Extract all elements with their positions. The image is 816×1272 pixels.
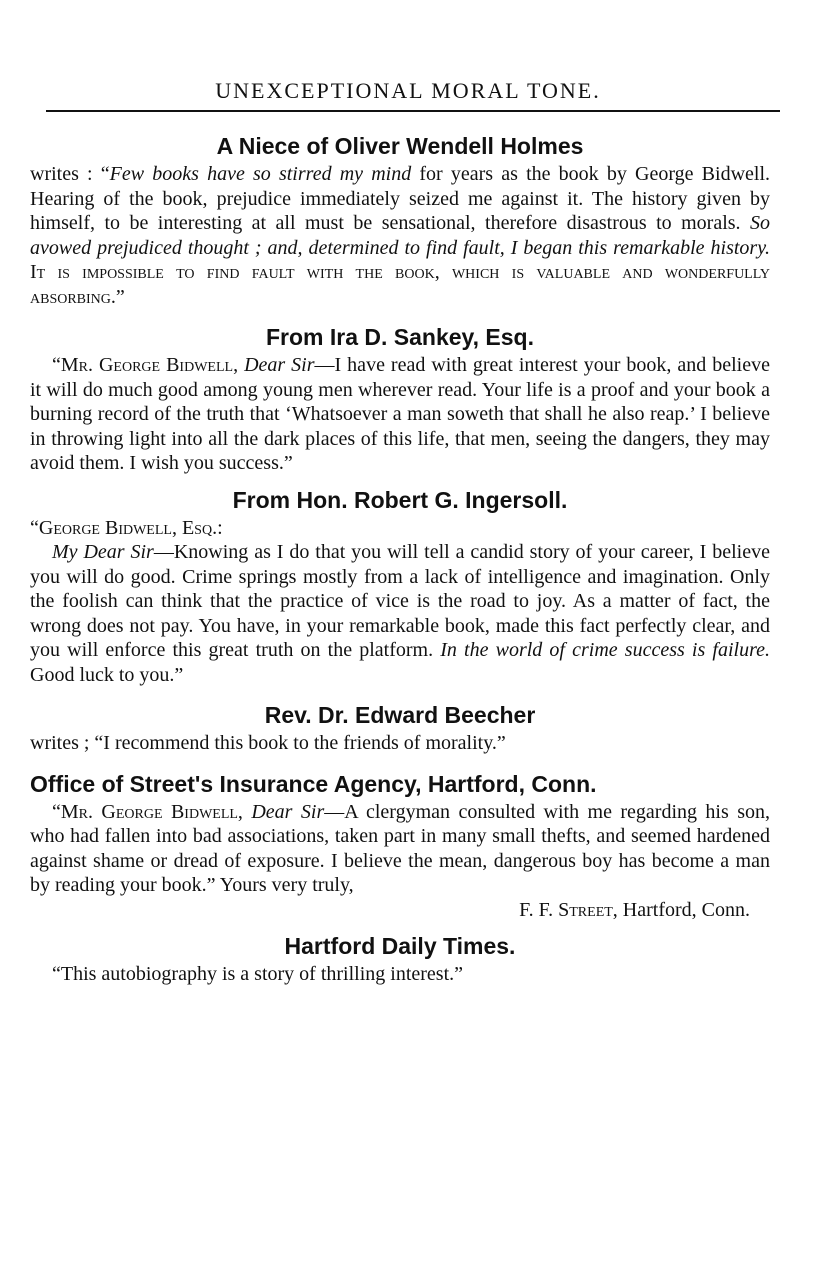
testimonial-street	[30, 768, 770, 922]
testimonial-body-beecher: writes ; “I recommend this book to the friends of morality.”	[30, 732, 506, 754]
testimonial-body-holmes-niece	[30, 162, 770, 309]
testimonial-sankey	[30, 321, 770, 476]
heading-hartford-times: Hartford Daily Times.	[284, 932, 516, 959]
body-text: —Knowing as I do that you will tell a candid story of your career, I believe you will do good. Crime springs mostly from a lack of intelligence and imagination. Only the foolish can think that the practice of vice is the road to joy. As a matter of fact, the wrong does not pay. You have, in your remarkable book, made this fact perfectly clear, and you will enforce this great truth on the platform.	[30, 541, 770, 661]
addressee: “George Bidwell, Esq.:	[30, 516, 223, 539]
signature	[30, 898, 770, 922]
testimonial-holmes-niece	[30, 130, 770, 309]
addressee: “Mr. George Bidwell,	[52, 354, 245, 376]
salutation: Dear Sir	[244, 354, 315, 376]
smallcaps-phrase: It is impossible to find fault with the book, which is valuable and wonderfully absorbing.”	[30, 261, 770, 308]
heading-holmes-niece: A Niece of Oliver Wendell Holmes	[216, 133, 584, 159]
body-text: for years as the book by George Bidwell. Hearing of the book, prejudice immediately seized me against it. The history given by himself, to be interesting at all must be sensational, therefore disastrous to morals.	[30, 163, 771, 234]
testimonial-body-ingersoll	[30, 540, 770, 687]
testimonial-ingersoll	[30, 484, 770, 688]
heading-ingersoll: From Hon. Robert G. Ingersoll.	[232, 486, 568, 513]
heading-street: Office of Street's Insurance Agency, Hartford, Conn.	[30, 770, 597, 797]
italic-phrase: So avowed prejudiced thought ; and, determined to find fault, I began this remarkable history.	[30, 212, 770, 259]
testimonial-hartford-times	[30, 930, 770, 987]
testimonial-body-hartford-times: “This autobiography is a story of thrilling interest.”	[52, 962, 464, 985]
testimonial-body-sankey	[30, 353, 770, 476]
body-text: —I have read with great interest your book, and believe it will do much good among young men wherever read. Your life is a proof and your book a burning record of the truth that ‘Whatsoever a man soweth that shall he also reap.’ I believe in throwing light into all the dark places of this life, that men, seeing the dangers, they may avoid them. I wish you success.”	[30, 354, 770, 474]
body-text: —A clergyman consulted with me regarding his son, who had fallen into bad associations, taken part in many small thefts, and seemed hardened against shame or dread of exposure. I believe the mean, dangerous boy has become a man by reading your book.” Yours very truly,	[30, 800, 770, 896]
running-head: UNEXCEPTIONAL MORAL TONE.	[215, 78, 601, 103]
heading-beecher: Rev. Dr. Edward Beecher	[264, 702, 536, 728]
signature-place: , Hartford, Conn.	[612, 898, 750, 921]
italic-phrase: In the world of crime success is failure.	[440, 639, 770, 661]
salutation: My Dear Sir	[52, 541, 154, 563]
page-content	[30, 130, 770, 986]
salutation: Dear Sir	[251, 800, 325, 823]
italic-phrase: Few books have so stirred my mind	[109, 163, 412, 185]
addressee: “Mr. George Bidwell,	[52, 800, 252, 823]
open-quote: “	[100, 163, 110, 185]
heading-sankey: From Ira D. Sankey, Esq.	[265, 324, 534, 350]
body-text: Good luck to you.”	[30, 663, 184, 686]
signature-name: Street	[558, 898, 613, 921]
testimonial-beecher	[30, 699, 770, 756]
intro: writes :	[30, 163, 101, 185]
testimonial-body-street	[30, 800, 770, 898]
signature-initials: F. F.	[519, 898, 559, 921]
header-rule	[46, 110, 780, 112]
